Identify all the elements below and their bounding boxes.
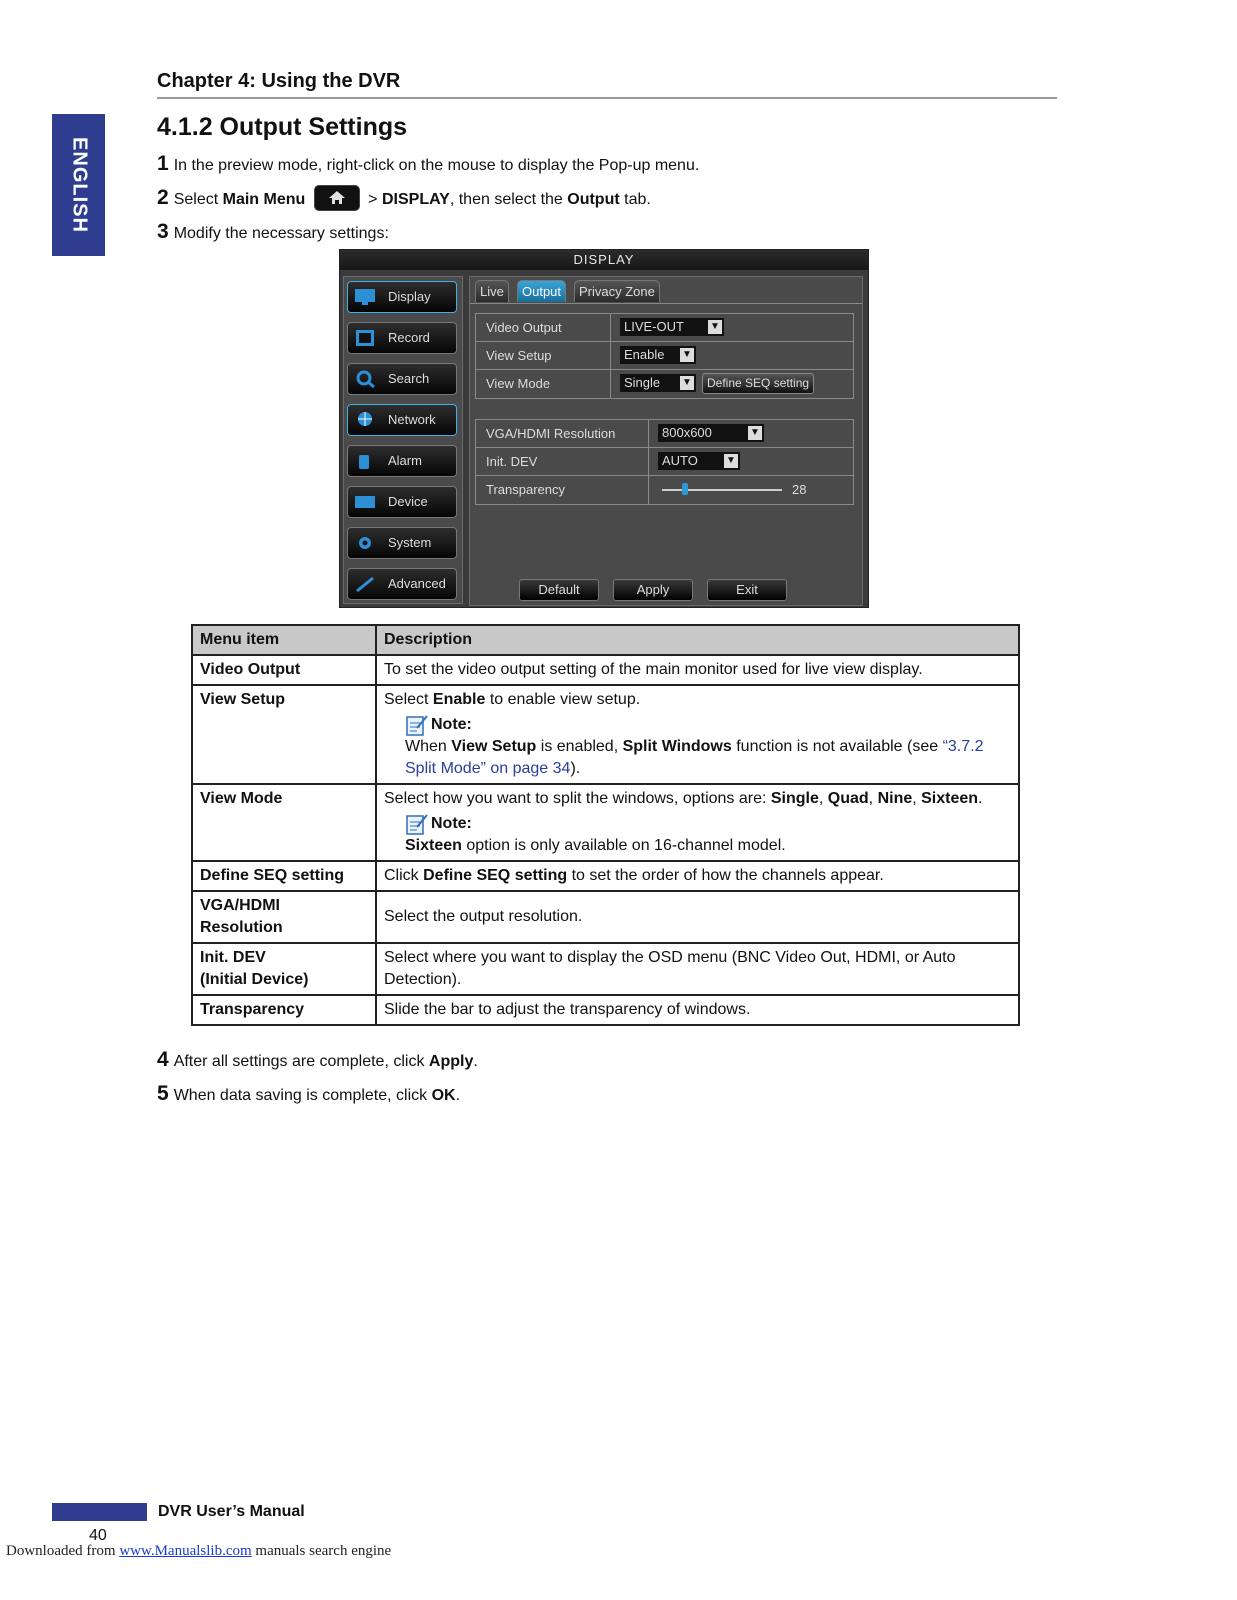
step-number: 3 bbox=[157, 220, 169, 243]
description-cell: Slide the bar to adjust the transparency of windows. bbox=[376, 995, 1019, 1025]
step-1 bbox=[157, 152, 699, 176]
tab-privacy-zone[interactable]: Privacy Zone bbox=[574, 280, 660, 302]
step-bold: OK bbox=[431, 1087, 456, 1104]
language-tab bbox=[52, 114, 105, 256]
view-mode-select[interactable] bbox=[620, 374, 696, 392]
table-row bbox=[192, 685, 1019, 784]
menu-description-table bbox=[191, 624, 1020, 1026]
row-label: Transparency bbox=[486, 482, 565, 497]
download-text: Downloaded from bbox=[6, 1543, 120, 1559]
note-heading bbox=[405, 714, 1011, 736]
step-text: In the preview mode, right-click on the mouse to display the Pop-up menu. bbox=[173, 157, 700, 174]
column-header: Menu item bbox=[192, 625, 376, 655]
sidebar-item-label: Record bbox=[388, 330, 430, 345]
step-text: Select bbox=[173, 191, 223, 208]
note-bold: Split Windows bbox=[622, 738, 732, 755]
note-text bbox=[405, 736, 1011, 780]
step-bold: DISPLAY bbox=[381, 191, 450, 208]
menu-item-cell bbox=[192, 943, 376, 995]
table-row bbox=[192, 655, 1019, 685]
main-menu-home-icon bbox=[314, 185, 360, 211]
row-video-output bbox=[476, 314, 853, 342]
video-output-select[interactable] bbox=[620, 318, 724, 336]
description-cell bbox=[376, 861, 1019, 891]
page-number: 40 bbox=[89, 1527, 107, 1544]
desc-bold: Sixteen bbox=[921, 790, 979, 807]
step-3 bbox=[157, 220, 389, 244]
desc-text: Click bbox=[384, 867, 424, 884]
menu-item-cell bbox=[192, 891, 376, 943]
init-dev-select[interactable] bbox=[658, 452, 740, 470]
note-label: Note: bbox=[431, 815, 472, 832]
sidebar-item-label: Network bbox=[388, 412, 436, 427]
desc-bold: Nine bbox=[877, 790, 913, 807]
row-label: Init. DEV bbox=[486, 454, 538, 469]
dvr-sidebar bbox=[343, 276, 463, 604]
view-setup-select[interactable] bbox=[620, 346, 696, 364]
download-text: manuals search engine bbox=[251, 1543, 392, 1559]
note-segment: function is not available (see bbox=[731, 738, 943, 755]
step-bold: Main Menu bbox=[222, 191, 306, 208]
footer-bar bbox=[52, 1503, 147, 1521]
sidebar-item-label: Search bbox=[388, 371, 430, 386]
select-value: 800x600 bbox=[662, 425, 712, 440]
menu-item-cell: View Mode bbox=[192, 784, 376, 861]
item-line: Init. DEV bbox=[200, 949, 266, 966]
step-text: > bbox=[363, 191, 382, 208]
chevron-down-icon: ▼ bbox=[708, 320, 722, 334]
desc-text: to enable view setup. bbox=[485, 691, 641, 708]
gear-icon bbox=[354, 534, 376, 552]
output-settings-group-1 bbox=[475, 313, 854, 399]
dvr-display-screenshot bbox=[339, 249, 869, 608]
step-text: . bbox=[455, 1087, 461, 1104]
note-block bbox=[405, 813, 1011, 857]
sidebar-item-network[interactable] bbox=[347, 404, 457, 436]
description-cell bbox=[376, 685, 1019, 784]
sidebar-item-advanced[interactable] bbox=[347, 568, 457, 600]
step-text: . bbox=[473, 1053, 478, 1070]
default-button[interactable]: Default bbox=[519, 579, 599, 601]
step-text: After all settings are complete, click bbox=[173, 1053, 429, 1070]
note-segment: is enabled, bbox=[536, 738, 623, 755]
resolution-select[interactable] bbox=[658, 424, 764, 442]
note-segment: ). bbox=[570, 760, 581, 777]
chapter-rule bbox=[157, 97, 1057, 99]
note-bold: View Setup bbox=[451, 738, 537, 755]
table-row bbox=[192, 943, 1019, 995]
exit-button[interactable]: Exit bbox=[707, 579, 787, 601]
table-header-row bbox=[192, 625, 1019, 655]
desc-text: Select how you want to split the windows, options are: bbox=[384, 790, 771, 807]
desc-text: to set the order of how the channels appear. bbox=[567, 867, 884, 884]
note-heading bbox=[405, 813, 1011, 835]
alarm-icon bbox=[354, 452, 376, 470]
step-number: 4 bbox=[157, 1048, 169, 1071]
note-label: Note: bbox=[431, 716, 472, 733]
sidebar-item-label: System bbox=[388, 535, 432, 550]
section-title: 4.1.2 Output Settings bbox=[157, 113, 408, 141]
chevron-down-icon: ▼ bbox=[680, 376, 694, 390]
step-4 bbox=[157, 1048, 478, 1072]
tab-output[interactable]: Output bbox=[517, 280, 566, 302]
row-label: View Mode bbox=[486, 376, 551, 391]
step-text: When data saving is complete, click bbox=[173, 1087, 432, 1104]
step-bold: Output bbox=[567, 191, 620, 208]
monitor-icon bbox=[354, 288, 376, 306]
step-bold: Apply bbox=[428, 1053, 474, 1070]
sidebar-item-label: Alarm bbox=[388, 453, 422, 468]
sidebar-item-system[interactable] bbox=[347, 527, 457, 559]
transparency-slider-track[interactable] bbox=[662, 489, 782, 491]
item-line: (Initial Device) bbox=[200, 971, 309, 988]
description-cell: To set the video output setting of the main monitor used for live view display. bbox=[376, 655, 1019, 685]
step-text: , then select the bbox=[449, 191, 568, 208]
desc-sep: , bbox=[912, 790, 922, 807]
table-row bbox=[192, 784, 1019, 861]
footer-manual-title: DVR User’s Manual bbox=[158, 1503, 305, 1520]
define-seq-setting-button[interactable]: Define SEQ setting bbox=[702, 373, 814, 394]
sidebar-item-label: Advanced bbox=[388, 576, 446, 591]
row-init-dev bbox=[476, 448, 853, 476]
wrench-icon bbox=[354, 575, 376, 593]
note-block bbox=[405, 714, 1011, 780]
note-segment: When bbox=[405, 738, 452, 755]
description-cell: Select where you want to display the OSD menu (BNC Video Out, HDMI, or Auto Detection). bbox=[376, 943, 1019, 995]
desc-bold: Single bbox=[770, 790, 819, 807]
column-header: Description bbox=[376, 625, 1019, 655]
row-label: Video Output bbox=[486, 320, 562, 335]
download-credit bbox=[6, 1543, 391, 1560]
step-text: tab. bbox=[619, 191, 651, 208]
note-segment: option is only available on 16-channel model. bbox=[461, 837, 786, 854]
row-label: VGA/HDMI Resolution bbox=[486, 426, 616, 441]
dvr-window-title: DISPLAY bbox=[340, 250, 868, 270]
sidebar-item-device[interactable] bbox=[347, 486, 457, 518]
step-text: Modify the necessary settings: bbox=[173, 225, 389, 242]
transparency-value: 28 bbox=[792, 482, 807, 497]
select-value: Single bbox=[624, 375, 661, 390]
step-number: 2 bbox=[157, 186, 169, 209]
step-2 bbox=[157, 186, 651, 213]
row-view-setup bbox=[476, 342, 853, 370]
transparency-slider-handle[interactable] bbox=[682, 483, 688, 495]
row-transparency bbox=[476, 476, 853, 504]
select-value: AUTO bbox=[662, 453, 698, 468]
dvr-main-panel bbox=[469, 276, 863, 606]
sidebar-item-display[interactable] bbox=[347, 281, 457, 313]
desc-text: Select bbox=[384, 691, 433, 708]
language-tab-label: ENGLISH bbox=[68, 137, 90, 233]
note-pad-icon bbox=[405, 714, 429, 736]
item-line: Resolution bbox=[200, 919, 283, 936]
sidebar-item-alarm[interactable] bbox=[347, 445, 457, 477]
apply-button[interactable]: Apply bbox=[613, 579, 693, 601]
row-label: View Setup bbox=[486, 348, 552, 363]
sidebar-item-label: Display bbox=[388, 289, 431, 304]
desc-bold: Enable bbox=[432, 691, 486, 708]
note-text bbox=[405, 835, 1011, 857]
desc-bold: Quad bbox=[827, 790, 869, 807]
row-view-mode bbox=[476, 370, 853, 398]
magnifier-icon bbox=[354, 370, 376, 388]
tab-divider bbox=[470, 303, 862, 304]
step-5 bbox=[157, 1082, 460, 1106]
menu-item-cell: Define SEQ setting bbox=[192, 861, 376, 891]
tab-live[interactable]: Live bbox=[475, 280, 509, 302]
description-cell: Select the output resolution. bbox=[376, 891, 1019, 943]
globe-icon bbox=[354, 411, 376, 429]
table-row bbox=[192, 995, 1019, 1025]
sidebar-item-record[interactable] bbox=[347, 322, 457, 354]
chapter-header: Chapter 4: Using the DVR bbox=[157, 70, 401, 92]
manualslib-link[interactable]: www.Manualslib.com bbox=[119, 1543, 252, 1559]
device-icon bbox=[354, 493, 376, 511]
desc-bold: Define SEQ setting bbox=[423, 867, 568, 884]
menu-item-cell: Video Output bbox=[192, 655, 376, 685]
select-value: LIVE-OUT bbox=[624, 319, 684, 334]
step-number: 1 bbox=[157, 152, 169, 175]
desc-end: . bbox=[978, 790, 983, 807]
chevron-down-icon: ▼ bbox=[748, 426, 762, 440]
chevron-down-icon: ▼ bbox=[724, 454, 738, 468]
select-value: Enable bbox=[624, 347, 665, 362]
table-row bbox=[192, 861, 1019, 891]
row-vga-hdmi-resolution bbox=[476, 420, 853, 448]
table-row bbox=[192, 891, 1019, 943]
note-bold: Sixteen bbox=[405, 837, 462, 854]
sidebar-item-label: Device bbox=[388, 494, 428, 509]
split-mode-link[interactable]: “3.7.2 Split Mode” on page 34 bbox=[405, 738, 984, 777]
item-line: VGA/HDMI bbox=[200, 897, 280, 914]
film-icon bbox=[354, 329, 376, 347]
output-settings-group-2 bbox=[475, 419, 854, 505]
desc-sep: , bbox=[818, 790, 828, 807]
sidebar-item-search[interactable] bbox=[347, 363, 457, 395]
description-cell bbox=[376, 784, 1019, 861]
chevron-down-icon: ▼ bbox=[680, 348, 694, 362]
note-pad-icon bbox=[405, 813, 429, 835]
desc-sep: , bbox=[868, 790, 878, 807]
menu-item-cell: View Setup bbox=[192, 685, 376, 784]
menu-item-cell: Transparency bbox=[192, 995, 376, 1025]
step-number: 5 bbox=[157, 1082, 169, 1105]
